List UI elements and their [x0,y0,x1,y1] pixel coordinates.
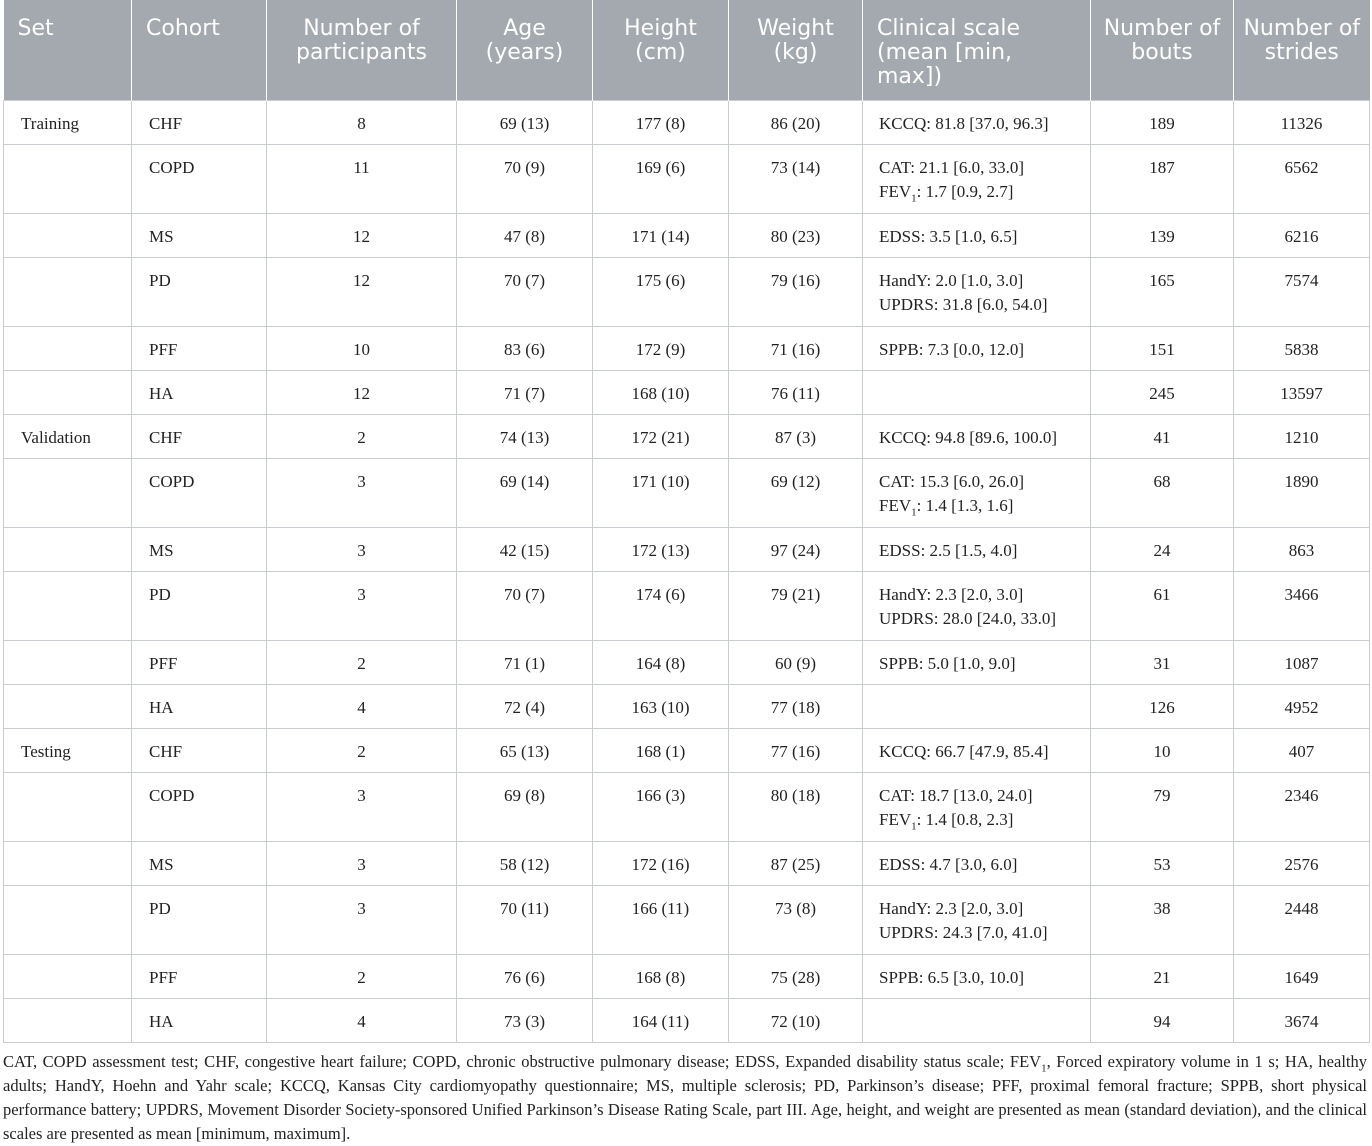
cell-participants: 3 [267,886,457,955]
cell-bouts: 31 [1091,641,1234,685]
cell-set: Training [4,101,132,145]
table-row [4,685,1370,729]
cell-bouts: 24 [1091,528,1234,572]
cell-height: 172 (9) [593,327,729,371]
cell-age: 76 (6) [457,955,593,999]
cell-set [4,641,132,685]
cell-cohort: PD [132,572,267,641]
cell-weight: 79 (16) [729,258,863,327]
cell-strides: 11326 [1234,101,1370,145]
cell-strides: 3466 [1234,572,1370,641]
clinical-scale-line: HandY: 2.3 [2.0, 3.0] [879,585,1024,604]
cell-strides: 2346 [1234,773,1370,842]
cell-weight: 73 (8) [729,886,863,955]
cell-age: 83 (6) [457,327,593,371]
cell-cohort: PD [132,886,267,955]
cell-age: 70 (7) [457,572,593,641]
table-row [4,145,1370,214]
cell-participants: 8 [267,101,457,145]
cell-height: 171 (10) [593,459,729,528]
table-container [3,0,1369,1146]
cell-set [4,572,132,641]
clinical-scale-line: CAT: 21.1 [6.0, 33.0] [879,158,1025,177]
cell-strides: 407 [1234,729,1370,773]
cell-set [4,371,132,415]
cell-bouts: 126 [1091,685,1234,729]
cell-cohort: PFF [132,955,267,999]
header-row [4,0,1370,101]
header-set: Set [4,0,132,101]
cell-height: 175 (6) [593,258,729,327]
table-body [4,101,1370,1043]
cell-weight: 73 (14) [729,145,863,214]
cell-participants: 4 [267,999,457,1043]
cell-bouts: 165 [1091,258,1234,327]
cell-weight: 72 (10) [729,999,863,1043]
cell-height: 172 (13) [593,528,729,572]
cell-set [4,685,132,729]
clinical-scale-line: UPDRS: 24.3 [7.0, 41.0] [879,923,1048,942]
clinical-scale-line: SPPB: 6.5 [3.0, 10.0] [879,968,1024,987]
cell-height: 169 (6) [593,145,729,214]
cell-participants: 3 [267,459,457,528]
cell-age: 65 (13) [457,729,593,773]
cell-cohort: CHF [132,729,267,773]
cell-strides: 4952 [1234,685,1370,729]
cell-clinical [863,685,1091,729]
cell-height: 164 (11) [593,999,729,1043]
cell-clinical [863,101,1091,145]
cell-clinical [863,214,1091,258]
table-row [4,214,1370,258]
cell-clinical [863,459,1091,528]
cell-height: 171 (14) [593,214,729,258]
cell-weight: 80 (18) [729,773,863,842]
cell-clinical [863,955,1091,999]
cell-set [4,886,132,955]
cell-set [4,214,132,258]
cell-height: 163 (10) [593,685,729,729]
table-row [4,371,1370,415]
cell-cohort: HA [132,371,267,415]
cell-participants: 3 [267,528,457,572]
cell-age: 69 (8) [457,773,593,842]
cell-age: 69 (13) [457,101,593,145]
cell-clinical [863,572,1091,641]
cell-set [4,999,132,1043]
cell-bouts: 21 [1091,955,1234,999]
cell-strides: 1087 [1234,641,1370,685]
cell-participants: 4 [267,685,457,729]
cell-strides: 1649 [1234,955,1370,999]
header-participants: Number of participants [267,0,457,101]
table-row [4,415,1370,459]
cell-set [4,955,132,999]
clinical-scale-line: EDSS: 4.7 [3.0, 6.0] [879,855,1018,874]
header-bouts: Number of bouts [1091,0,1234,101]
header-weight: Weight (kg) [729,0,863,101]
cell-height: 177 (8) [593,101,729,145]
clinical-scale-line: EDSS: 2.5 [1.5, 4.0] [879,541,1018,560]
cell-cohort: CHF [132,415,267,459]
header-clinical-scale: Clinical scale (mean [min, max]) [863,0,1091,101]
clinical-scale-line: HandY: 2.3 [2.0, 3.0] [879,899,1024,918]
table-row [4,842,1370,886]
table-row [4,641,1370,685]
clinical-scale-line: SPPB: 7.3 [0.0, 12.0] [879,340,1024,359]
cell-cohort: HA [132,999,267,1043]
cell-strides: 5838 [1234,327,1370,371]
cell-clinical [863,773,1091,842]
table-row [4,955,1370,999]
cell-participants: 12 [267,371,457,415]
cell-participants: 2 [267,729,457,773]
cell-weight: 75 (28) [729,955,863,999]
cell-participants: 12 [267,258,457,327]
header-height: Height (cm) [593,0,729,101]
cell-clinical [863,145,1091,214]
cell-cohort: MS [132,528,267,572]
clinical-scale-line: HandY: 2.0 [1.0, 3.0] [879,271,1024,290]
cell-bouts: 187 [1091,145,1234,214]
cell-strides: 6562 [1234,145,1370,214]
table-row [4,327,1370,371]
cell-clinical [863,415,1091,459]
cell-participants: 3 [267,572,457,641]
table-row [4,459,1370,528]
cell-height: 168 (8) [593,955,729,999]
cell-participants: 2 [267,641,457,685]
cell-clinical [863,641,1091,685]
header-age: Age (years) [457,0,593,101]
cell-age: 73 (3) [457,999,593,1043]
cell-clinical [863,327,1091,371]
cell-height: 172 (16) [593,842,729,886]
cell-cohort: HA [132,685,267,729]
cell-set: Testing [4,729,132,773]
cell-bouts: 61 [1091,572,1234,641]
cell-cohort: MS [132,842,267,886]
cell-cohort: COPD [132,145,267,214]
clinical-scale-line: SPPB: 5.0 [1.0, 9.0] [879,654,1016,673]
cell-weight: 77 (16) [729,729,863,773]
cell-cohort: CHF [132,101,267,145]
table-row [4,258,1370,327]
cell-participants: 2 [267,955,457,999]
cell-cohort: PD [132,258,267,327]
cell-participants: 3 [267,773,457,842]
cell-participants: 2 [267,415,457,459]
cell-set [4,145,132,214]
clinical-scale-line: CAT: 18.7 [13.0, 24.0] [879,786,1033,805]
cell-age: 71 (1) [457,641,593,685]
cell-cohort: MS [132,214,267,258]
clinical-scale-line: KCCQ: 66.7 [47.9, 85.4] [879,742,1049,761]
cell-bouts: 139 [1091,214,1234,258]
cell-weight: 76 (11) [729,371,863,415]
cell-height: 166 (11) [593,886,729,955]
cell-strides: 6216 [1234,214,1370,258]
cell-clinical [863,371,1091,415]
table-row [4,729,1370,773]
cell-age: 74 (13) [457,415,593,459]
cell-clinical [863,528,1091,572]
cell-participants: 3 [267,842,457,886]
clinical-scale-line: $FEV_1$: 1.7 [0.9, 2.7] [879,182,1014,205]
cell-bouts: 38 [1091,886,1234,955]
cell-weight: 77 (18) [729,685,863,729]
header-cohort: Cohort [132,0,267,101]
clinical-scale-line: KCCQ: 81.8 [37.0, 96.3] [879,114,1049,133]
cell-height: 168 (1) [593,729,729,773]
cell-set [4,258,132,327]
cell-height: 172 (21) [593,415,729,459]
cell-strides: 2576 [1234,842,1370,886]
cell-bouts: 151 [1091,327,1234,371]
clinical-scale-line: CAT: 15.3 [6.0, 26.0] [879,472,1025,491]
cell-weight: 71 (16) [729,327,863,371]
cell-age: 47 (8) [457,214,593,258]
cell-strides: 3674 [1234,999,1370,1043]
cell-clinical [863,842,1091,886]
cell-age: 70 (7) [457,258,593,327]
cell-bouts: 79 [1091,773,1234,842]
cell-strides: 7574 [1234,258,1370,327]
cell-height: 174 (6) [593,572,729,641]
cell-weight: 80 (23) [729,214,863,258]
cell-height: 168 (10) [593,371,729,415]
clinical-scale-line: $FEV_1$: 1.4 [1.3, 1.6] [879,496,1014,519]
cell-cohort: COPD [132,773,267,842]
cell-strides: 2448 [1234,886,1370,955]
cell-weight: 87 (25) [729,842,863,886]
cell-age: 70 (11) [457,886,593,955]
table-row [4,101,1370,145]
cell-bouts: 10 [1091,729,1234,773]
header-strides: Number of strides [1234,0,1370,101]
cell-participants: 10 [267,327,457,371]
cell-bouts: 68 [1091,459,1234,528]
cell-weight: 86 (20) [729,101,863,145]
table-row [4,886,1370,955]
cell-weight: 87 (3) [729,415,863,459]
clinical-scale-line: UPDRS: 31.8 [6.0, 54.0] [879,295,1048,314]
cell-age: 42 (15) [457,528,593,572]
cell-bouts: 41 [1091,415,1234,459]
cell-clinical [863,999,1091,1043]
cell-cohort: PFF [132,327,267,371]
cell-bouts: 189 [1091,101,1234,145]
cell-age: 58 (12) [457,842,593,886]
clinical-scale-line: KCCQ: 94.8 [89.6, 100.0] [879,428,1058,447]
cell-cohort: COPD [132,459,267,528]
cell-set [4,528,132,572]
table-footnote: CAT, COPD assessment test; CHF, congestive heart failure; COPD, chronic obstructive pulmonary disease; EDSS, Expanded disability status scale; $FEV_1$, Forced expiratory volume in 1 s; HA, healthy adults; HandY, Hoehn and Yahr scale; KCCQ, Kansas City cardiomyopathy questionnaire; MS, multiple sclerosis; PD, Parkinson’s disease; PFF, proximal femoral fracture; SPPB, short physical performance battery; UPDRS, Movement Disorder Society-sponsored Unified Parkinson’s Disease Rating Scale, part III. Age, height, and weight are presented as mean (standard deviation), and the clinical scales are presented as mean [minimum, maximum]. [3,1052,1367,1143]
cell-height: 166 (3) [593,773,729,842]
cell-set [4,842,132,886]
cell-weight: 79 (21) [729,572,863,641]
clinical-scale-line: UPDRS: 28.0 [24.0, 33.0] [879,609,1057,628]
table-row [4,572,1370,641]
table-row [4,999,1370,1043]
cell-age: 72 (4) [457,685,593,729]
cell-bouts: 53 [1091,842,1234,886]
cell-participants: 11 [267,145,457,214]
cell-clinical [863,258,1091,327]
cell-cohort: PFF [132,641,267,685]
cell-set: Validation [4,415,132,459]
cell-bouts: 245 [1091,371,1234,415]
table-row [4,773,1370,842]
cell-age: 71 (7) [457,371,593,415]
table-row [4,528,1370,572]
cell-set [4,773,132,842]
cell-bouts: 94 [1091,999,1234,1043]
cell-clinical [863,729,1091,773]
cell-weight: 60 (9) [729,641,863,685]
clinical-scale-line: $FEV_1$: 1.4 [0.8, 2.3] [879,810,1014,833]
cell-strides: 1210 [1234,415,1370,459]
cell-weight: 69 (12) [729,459,863,528]
cell-strides: 1890 [1234,459,1370,528]
cell-strides: 13597 [1234,371,1370,415]
participants-table [3,0,1370,1043]
cell-weight: 97 (24) [729,528,863,572]
cell-strides: 863 [1234,528,1370,572]
clinical-scale-line: EDSS: 3.5 [1.0, 6.5] [879,227,1018,246]
cell-age: 69 (14) [457,459,593,528]
cell-set [4,327,132,371]
cell-height: 164 (8) [593,641,729,685]
cell-age: 70 (9) [457,145,593,214]
cell-set [4,459,132,528]
cell-clinical [863,886,1091,955]
cell-participants: 12 [267,214,457,258]
